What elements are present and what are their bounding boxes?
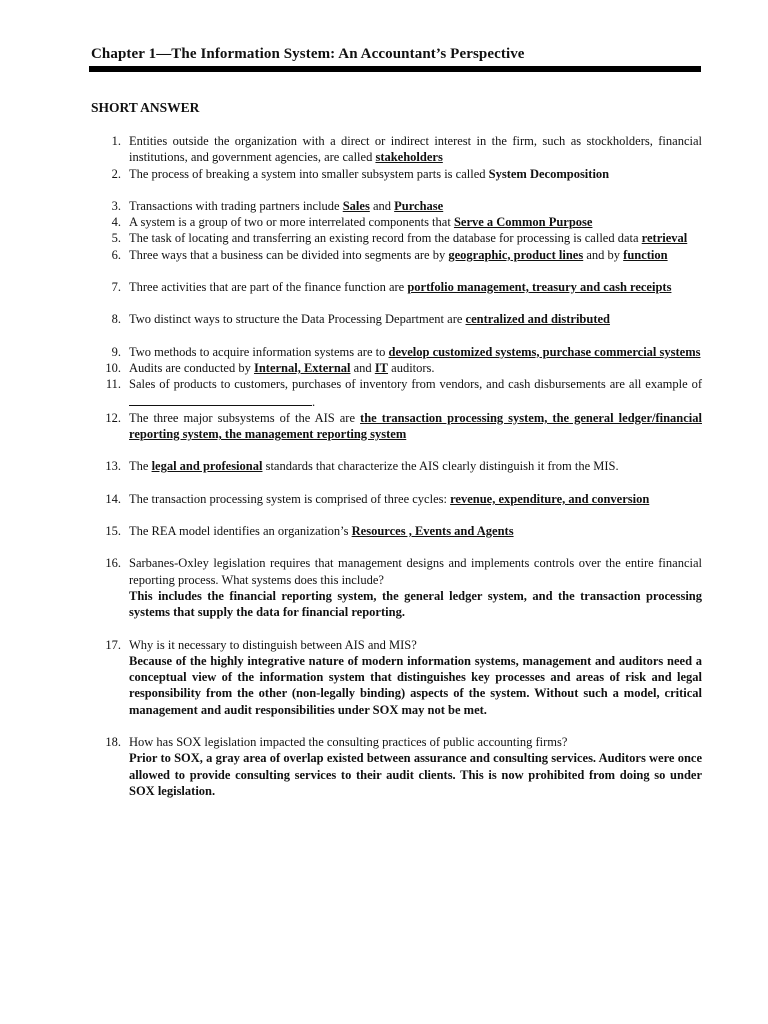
header-rule [89, 66, 701, 72]
answer: geographic, product lines [448, 247, 584, 262]
answer-block: Prior to SOX, a gray area of overlap existed between assurance and consulting services. Auditors were once allowed to provide consulting services to their audit clients. This is now prohibited from doing so under SOX legislation. [129, 751, 702, 798]
answer: System Decomposition [488, 166, 610, 181]
question-3: 3. Transactions with trading partners include Sales and Purchase [111, 198, 444, 213]
question-4: 4. A system is a group of two or more interrelated components that Serve a Common Purpose [111, 215, 593, 230]
question-15: 15. The REA model identifies an organization’s Resources , Events and Agents [105, 524, 514, 539]
question-17: 17. Why is it necessary to distinguish between AIS and MIS? Because of the highly integrative nature of modern information systems, management and auditors need a conceptual view of the information system that distinguishes key processes and areas of risk and legal responsibility from the other (non-legally binding) aspects of the system. Without such a model, critical management and audit responsibilities under SOX may not be met. [105, 637, 702, 717]
section-heading: SHORT ANSWER [91, 100, 200, 115]
question-18: 18. How has SOX legislation impacted the consulting practices of public accounting firms? Prior to SOX, a gray area of overlap existed between assurance and consulting services. Auditors were once allowed to provide consulting services to their audit clients. This is now prohibited from doing so under SOX legislation. [105, 735, 702, 798]
question-6: 6. Three ways that a business can be divided into segments are by geographic, product lines and by function [111, 247, 668, 262]
answer-block: This includes the financial reporting system, the general ledger system, and the transaction processing systems that supply the data for financial reporting. [129, 588, 702, 620]
question-11: 11. Sales of products to customers, purchases of inventory from vendors, and cash disbursements are all example of . [105, 377, 702, 409]
answer: IT [374, 360, 389, 375]
answer-block: Because of the highly integrative nature of modern information systems, management and auditors need a conceptual view of the information system that distinguishes key processes and areas of risk and legal responsibility from the other (non-legally binding) aspects of the system. Without such a model, critical management and audit responsibilities under SOX may not be met. [129, 653, 702, 717]
question-9: 9. Two methods to acquire information systems are to develop customized systems, purchase commercial systems [111, 344, 701, 359]
question-2: 2. The process of breaking a system into smaller subsystem parts is called System Decomposition [111, 166, 610, 181]
answer: Sales [342, 198, 370, 213]
question-5: 5. The task of locating and transferring an existing record from the database for processing is called data retrieval [111, 231, 688, 246]
answer: legal and profesional [151, 459, 263, 474]
question-1: 1. Entities outside the organization with a direct or indirect interest in the firm, such as stockholders, financial institutions, and government agencies, are called stakeholders [111, 134, 702, 165]
answer: centralized and distributed [465, 312, 610, 327]
question-12: 12. The three major subsystems of the AIS are the transaction processing system, the general ledger/financial reporting system, the management reporting system [105, 410, 702, 442]
answer: develop customized systems, purchase commercial systems [388, 344, 701, 359]
answer: function [623, 247, 668, 262]
question-13: 13. The legal and profesional standards that characterize the AIS clearly distinguish it from the MIS. [105, 459, 619, 474]
question-16: 16. Sarbanes-Oxley legislation requires that management designs and implements controls over the entire financial reporting process. What systems does this include? This includes the financial reporting system, the general ledger system, and the transaction processing systems that supply the data for financial reporting. [105, 556, 702, 620]
answer: the transaction processing system, the general ledger/financial reporting system, the management reporting system [129, 410, 702, 442]
question-8: 8. Two distinct ways to structure the Data Processing Department are centralized and distributed [111, 312, 610, 327]
question-10: 10. Audits are conducted by Internal, External and IT auditors. [105, 360, 435, 375]
answer: Internal, External [253, 360, 351, 375]
question-7: 7. Three activities that are part of the finance function are portfolio management, treasury and cash receipts [111, 280, 672, 295]
question-14: 14. The transaction processing system is comprised of three cycles: revenue, expenditure, and conversion [105, 491, 650, 506]
answer: retrieval [641, 231, 688, 246]
answer-blank [129, 393, 312, 406]
answer: portfolio management, treasury and cash receipts [407, 280, 672, 295]
answer: Serve a Common Purpose [453, 215, 593, 230]
answer: Purchase [394, 198, 444, 213]
chapter-title: Chapter 1—The Information System: An Accountant’s Perspective [91, 46, 525, 62]
answer: stakeholders [375, 150, 443, 165]
answer: revenue, expenditure, and conversion [450, 491, 650, 506]
question-list [91, 133, 702, 799]
answer: Resources , Events and Agents [351, 524, 514, 539]
